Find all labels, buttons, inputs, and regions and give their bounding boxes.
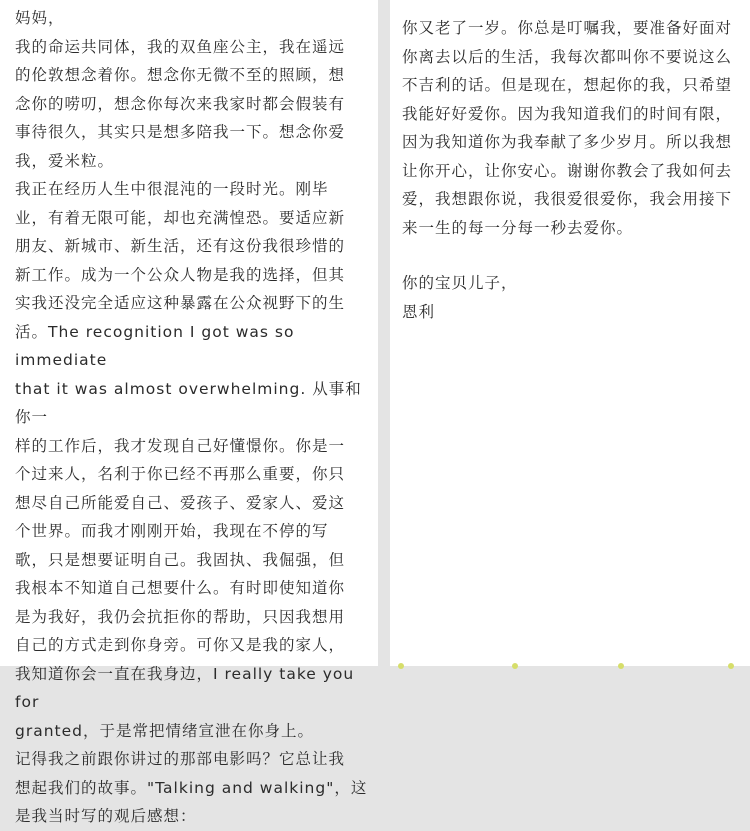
signature: 恩利	[402, 302, 436, 321]
closing: 你的宝贝儿子，	[402, 274, 518, 292]
dot-icon	[398, 663, 404, 669]
paragraph-4: 你又老了一岁。你总是叮嘱我，要准备好面对 你离去以后的生活，我每次都叫你不要说这么 不吉利的话。但是现在，想起你的我，只希望 我能好好爱你。因为我知道我们的时间有限， 因为我知道你为我奉献了多少岁月。所以我想 让你开心，让你安心。谢谢你教会了我如何去 爱，我想跟你说，我很爱很爱你，我会用接下 来一生的每一分每一秒去爱你。	[402, 19, 733, 237]
paragraph-2: 我正在经历人生中很混沌的一段时光。刚毕 业，有着无限可能，却也充满惶恐。要适应新 朋友、新城市、新生活，还有这份我很珍惜的 新工作。成为一个公众人物是我的选择，但其 实我还没完全适应这种暴露在公众视野下的生 活。The recognition I got was so immediate that it was almost overwhelming. 从事和你一 样的工作后，我才发现自己好懂憬你。你是一 个过来人，名利于你已经不再那么重要，你只 想尽自己所能爱自己、爱孩子、爱家人、爱这 个世界。而我才刚刚开始，我现在不停的写 歌，只是想要证明自己。我固执、我倔强，但 我根本不知道自己想要什么。有时即使知道你 是为我好，我仍会抗拒你的帮助，只因我想用 自己的方式走到你身旁。可你又是我的家人， 我知道你会一直在我身边，I really take you for granted，于是常把情绪宣泄在你身上。	[15, 180, 362, 740]
dot-icon	[618, 663, 624, 669]
paragraph-1: 我的命运共同体，我的双鱼座公主，我在遥远 的伦敦想念着你。想念你无微不至的照顾，想 念你的唠叨，想念你每次来我家时都会假装有 事待很久，其实只是想多陪我一下。想念你爱 我，爱米粒。	[15, 37, 346, 170]
salutation: 妈妈，	[15, 9, 65, 27]
dot-icon	[728, 663, 734, 669]
paragraph-3: 记得我之前跟你讲过的那部电影吗？它总让我 想起我们的故事。"Talking and walking"，这 是我当时写的观后感想：	[15, 750, 368, 825]
dot-icon	[512, 663, 518, 669]
letter-page-right	[390, 0, 750, 666]
spacer	[402, 242, 740, 269]
decorative-dots	[390, 660, 750, 666]
